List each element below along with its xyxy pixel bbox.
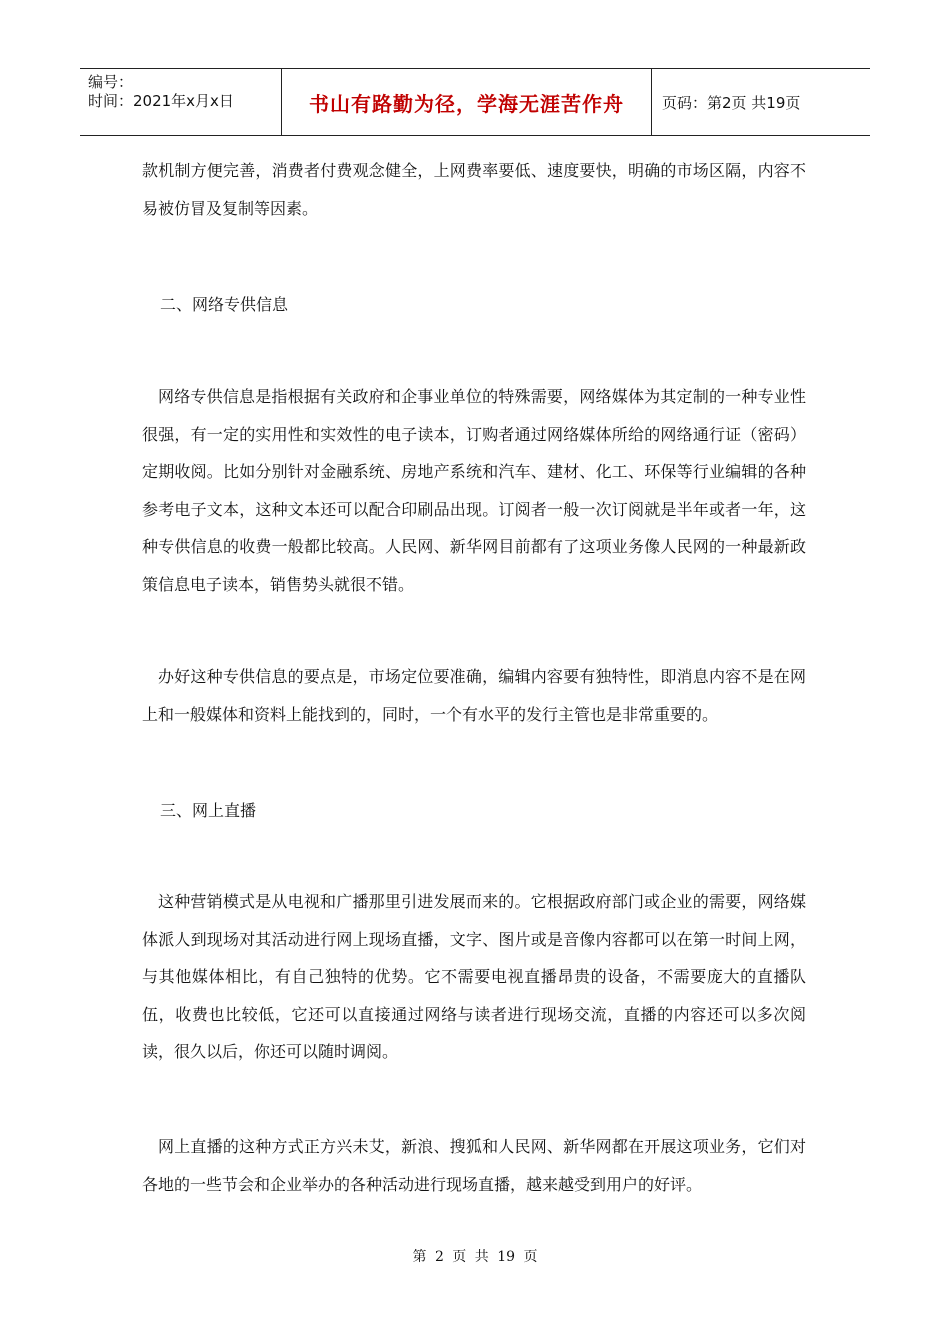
header-meta	[80, 69, 282, 135]
section-heading-2: 二、网络专供信息	[160, 295, 289, 314]
paragraph-5: 网上直播的这种方式正方兴未艾，新浪、搜狐和人民网、新华网都在开展这项业务，它们对各地的一些节会和企业举办的各种活动进行现场直播，越来越受到用户的好评。	[142, 1137, 806, 1194]
paragraph-3: 办好这种专供信息的要点是，市场定位要准确，编辑内容要有独特性，即消息内容不是在网上和一般媒体和资料上能找到的，同时，一个有水平的发行主管也是非常重要的。	[142, 667, 806, 724]
section-heading-3: 三、网上直播	[160, 801, 257, 820]
page-footer: 第 2 页 共 19 页	[412, 1249, 538, 1265]
paragraph-4: 这种营销模式是从电视和广播那里引进发展而来的。它根据政府部门或企业的需要，网络媒体派人到现场对其活动进行网上现场直播，文字、图片或是音像内容都可以在第一时间上网，与其他媒体相比，有自己独特的优势。它不需要电视直播昂贵的设备，不需要庞大的直播队伍，收费也比较低，它还可以直接通过网络与读者进行现场交流，直播的内容还可以多次阅读，很久以后，你还可以随时调阅。	[142, 892, 806, 1062]
paragraph-2: 网络专供信息是指根据有关政府和企事业单位的特殊需要，网络媒体为其定制的一种专业性很强，有一定的实用性和实效性的电子读本，订购者通过网络媒体所给的网络通行证（密码）定期收阅。比如分别针对金融系统、房地产系统和汽车、建材、化工、环保等行业编辑的各种参考电子文本，这种文本还可以配合印刷品出现。订阅者一般一次订阅就是半年或者一年，这种专供信息的收费一般都比较高。人民网、新华网目前都有了这项业务像人民网的一种最新政策信息电子读本，销售势头就很不错。	[142, 387, 806, 594]
header-page-info: 页码：第2页 共19页	[662, 93, 801, 112]
document-date: 时间：2021年x月x日	[88, 92, 234, 110]
page-header	[80, 68, 870, 136]
header-motto: 书山有路勤为径，学海无涯苦作舟	[282, 69, 652, 135]
paragraph-1: 款机制方便完善，消费者付费观念健全，上网费率要低、速度要快，明确的市场区隔，内容不易被仿冒及复制等因素。	[142, 161, 806, 218]
document-number-label: 编号：	[88, 73, 134, 91]
